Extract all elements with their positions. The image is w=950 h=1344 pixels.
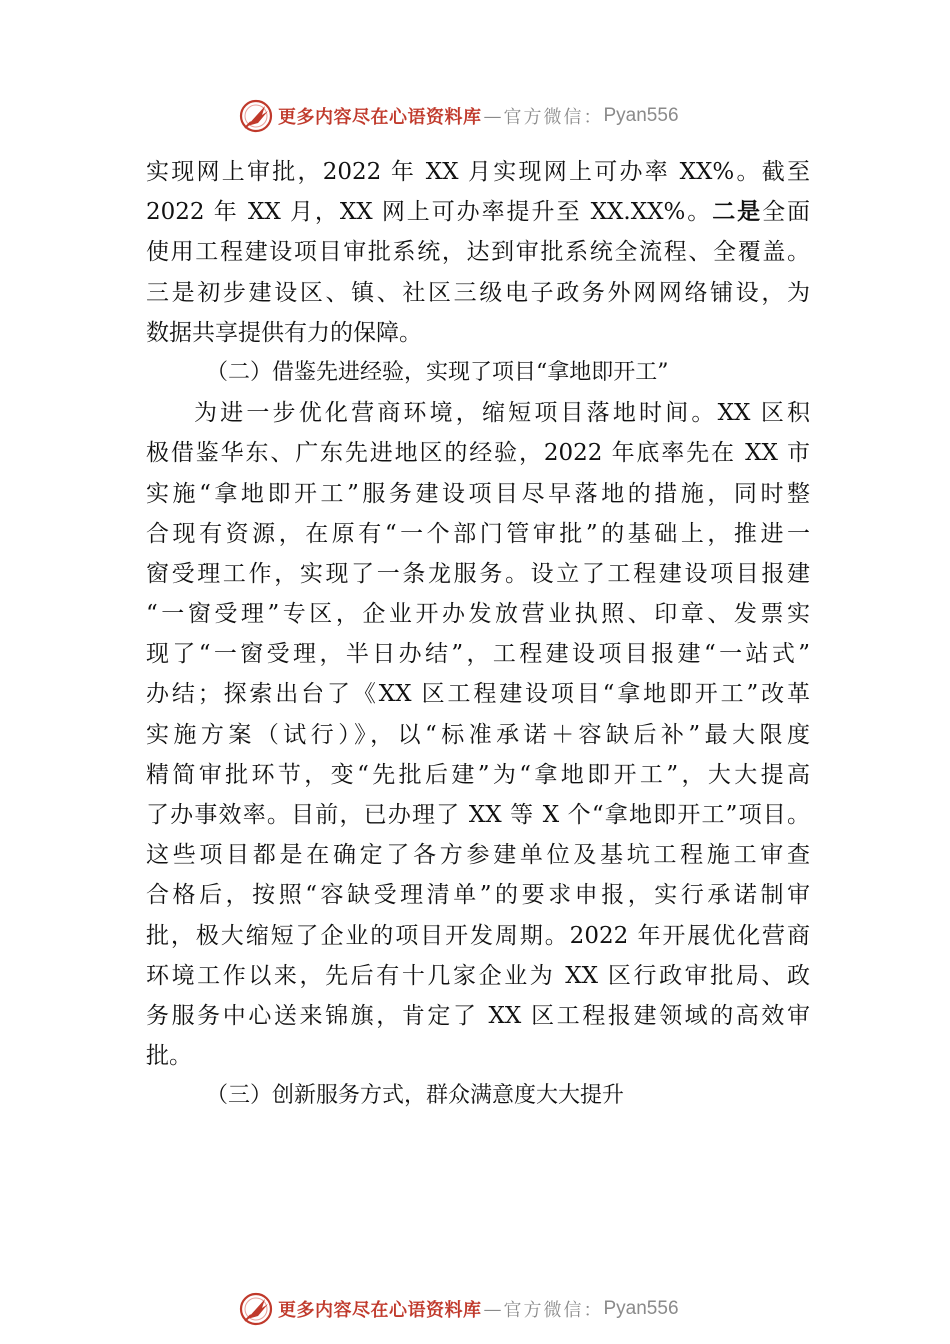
body-line: 合现有资源，在原有“一个部门管审批”的基础上，推进一 (146, 520, 810, 547)
body-line: 窗受理工作，实现了一条龙服务。设立了工程建设项目报建 (146, 560, 810, 587)
body-line: 精简审批环节，变“先批后建”为“拿地即开工”，大大提高 (146, 761, 810, 788)
body-line (146, 192, 810, 232)
body-line: 实施方案（试行）》，以“标准承诺＋容缺后补”最大限度 (146, 721, 810, 748)
body-line: 环境工作以来，先后有十几家企业为 XX 区行政审批局、政 (146, 962, 810, 989)
body-text: 2022 年 XX 月，XX 网上可办率提升至 XX.XX%。 (146, 199, 713, 226)
body-text: 全面 (762, 199, 811, 226)
body-line: 办结；探索出台了《XX 区工程建设项目“拿地即开工”改革 (146, 681, 810, 708)
body-line: 数据共享提供有力的保障。 (146, 319, 422, 346)
body-line: 现了“一窗受理，半日办结”，工程建设项目报建“一站式” (146, 641, 810, 668)
quill-logo-icon (238, 98, 274, 134)
bold-text: 二是 (712, 198, 763, 226)
brand-separator: — (483, 1298, 502, 1320)
body-line: 合格后，按照“容缺受理清单”的要求申报，实行承诺制审 (146, 882, 810, 909)
body-line: 务服务中心送来锦旗，肯定了 XX 区工程报建领域的高效审 (146, 1002, 810, 1029)
quill-logo-icon (238, 1291, 274, 1327)
official-wechat-label: 官方微信： (503, 107, 604, 128)
wechat-id: Pyan556 (603, 1298, 679, 1319)
footer-banner (238, 1289, 679, 1329)
body-line: “一窗受理”专区，企业开办发放营业执照、印章、发票实 (146, 601, 810, 628)
body-line: 使用工程建设项目审批系统，达到审批系统全流程、全覆盖。 (146, 239, 810, 266)
body-line: 批，极大缩短了企业的项目开发周期。2022 年开展优化营商 (146, 922, 810, 949)
wechat-id: Pyan556 (603, 105, 679, 126)
body-line: 这些项目都是在确定了各方参建单位及基坑工程施工审查 (146, 842, 810, 869)
body-line: 实施“拿地即开工”服务建设项目尽早落地的措施，同时整 (146, 480, 810, 507)
section-heading: （二）借鉴先进经验，实现了项目“拿地即开工” (206, 359, 669, 385)
body-line: 极借鉴华东、广东先进地区的经验，2022 年底率先在 XX 市 (146, 440, 810, 467)
document-body (146, 152, 810, 1117)
body-line: 批。 (146, 1043, 192, 1070)
body-line: 实现网上审批，2022 年 XX 月实现网上可办率 XX%。截至 (146, 159, 810, 185)
body-line: 为进一步优化营商环境，缩短项目落地时间。XX 区积 (194, 400, 810, 427)
official-wechat-label: 官方微信： (503, 1300, 604, 1321)
section-heading: （三）创新服务方式，群众满意度大大提升 (206, 1083, 625, 1109)
brand-text: 更多内容尽在心语资料库 (278, 107, 482, 128)
body-line: 三是初步建设区、镇、社区三级电子政务外网网络铺设，为 (146, 279, 810, 306)
header-banner (238, 96, 679, 136)
body-line: 了办事效率。目前，已办理了 XX 等 X 个“拿地即开工”项目。 (146, 802, 810, 828)
brand-separator: — (483, 105, 502, 127)
brand-text: 更多内容尽在心语资料库 (278, 1300, 482, 1321)
